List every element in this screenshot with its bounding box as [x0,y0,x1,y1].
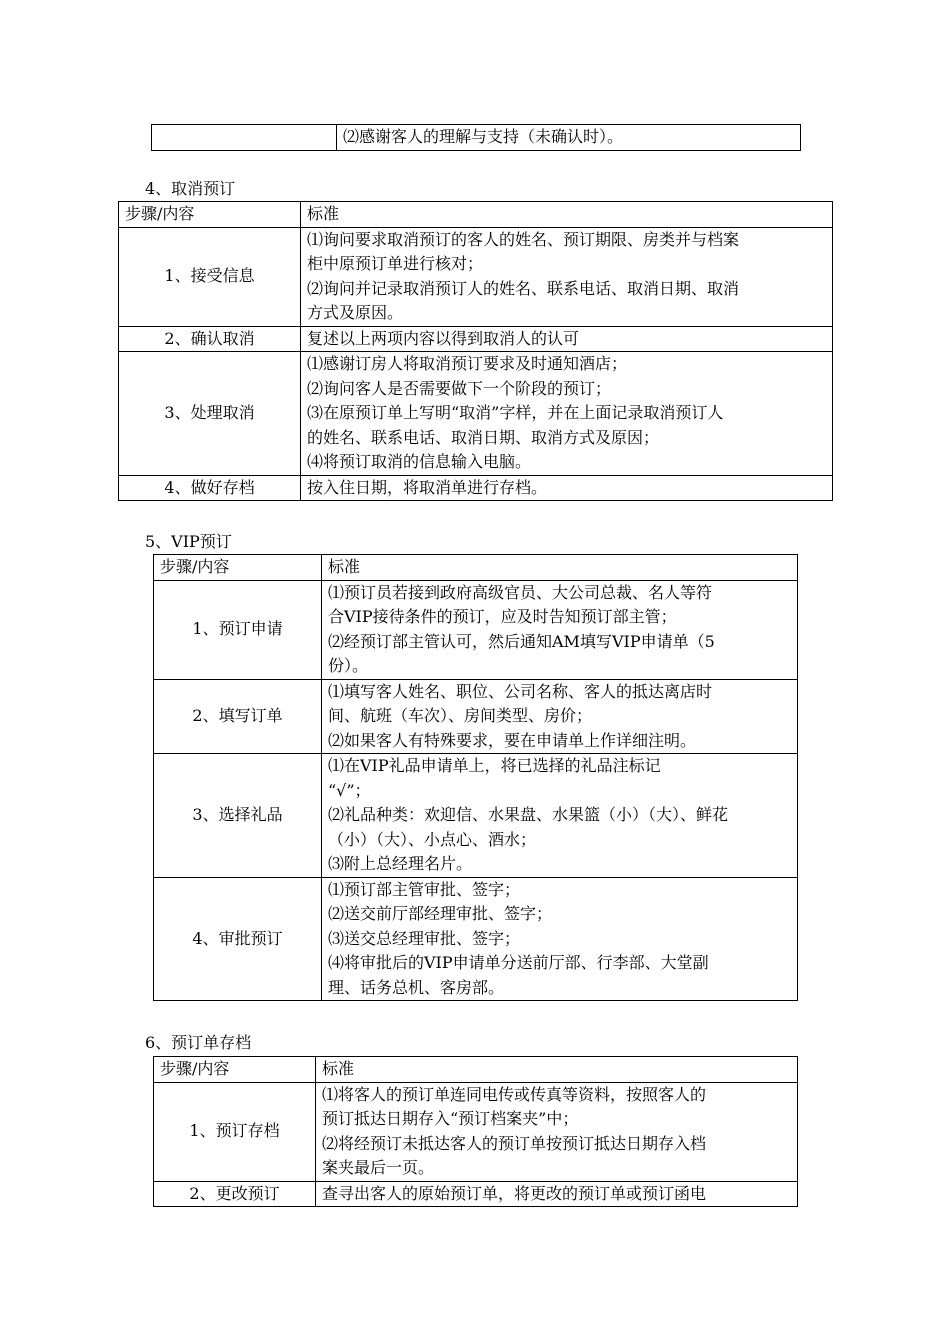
standard-line: 的姓名、联系电话、取消日期、取消方式及原因； [307,427,660,447]
standard-line: 预订抵达日期存入“预订档案夹”中； [322,1109,579,1128]
standard-line: ⑴预订员若接到政府高级官员、大公司总裁、名人等符 [328,582,713,602]
standard-line: ⑴预订部主管审批、签字； [328,879,521,899]
table-row [154,1082,798,1181]
standard-line: ⑶在原预订单上写明“取消”字样，并在上面记录取消预订人 [307,403,724,422]
standard-cell [322,754,798,878]
standard-cell [322,877,798,1001]
standard-line: ⑵礼品种类：欢迎信、水果盘、水果篮（小）（大）、鲜花 [328,805,729,824]
continuation-table [151,124,801,151]
header-standard: 标准 [322,555,798,581]
standard-line: 理、话务总机、客房部。 [328,977,505,997]
table-header-row [154,1057,798,1083]
standard-line: 间、航班（车次）、房间类型、房价； [328,706,593,725]
step-cell [119,352,301,476]
standard-line: ⑴在VIP礼品申请单上，将已选择的礼品注标记 [328,756,661,775]
standard-cell [301,352,833,476]
table-row [154,679,798,754]
table-row [119,326,833,352]
step-label: 2、填写订单 [192,706,283,725]
standard-line: 合VIP接待条件的预订，应及时告知预订部主管； [328,607,677,626]
step-label: 4、做好存档 [164,477,255,497]
standard-line: 柜中原预订单进行核对； [307,254,484,273]
standard-line: 按入住日期，将取消单进行存档。 [307,477,548,497]
step-label: 2、更改预订 [189,1183,280,1203]
standard-line: 方式及原因。 [307,303,404,322]
header-standard: 标准 [301,202,833,228]
step-cell [119,326,301,352]
step-cell [154,679,322,754]
standard-line: ⑴填写客人姓名、职位、公司名称、客人的抵达离店时 [328,681,713,701]
standard-line: ⑴将客人的预订单连同电传或传真等资料，按照客人的 [322,1084,707,1104]
step-label: 2、确认取消 [164,328,255,348]
table-row [119,227,833,326]
step-cell [154,1082,316,1181]
standard-cell [337,125,801,151]
standard-line: 查寻出客人的原始预订单，将更改的预订单或预订函电 [322,1183,707,1203]
table-row [154,754,798,878]
step-label: 3、选择礼品 [192,805,283,824]
table-row [119,352,833,476]
standard-line: ⑵询问并记录取消预订人的姓名、联系电话、取消日期、取消 [307,278,740,298]
step-label: 4、审批预订 [192,928,283,948]
standard-line: 份）。 [328,656,369,675]
table-header-row [119,202,833,228]
step-cell [119,227,301,326]
step-cell [152,125,337,151]
standard-cell [316,1082,798,1181]
section-heading-cancel: 4、取消预订 [145,179,236,198]
standard-cell [316,1181,798,1207]
step-label: 1、预订申请 [192,619,283,639]
step-cell [154,877,322,1001]
vip-booking-table [153,554,798,1001]
standard-line: ⑵送交前厅部经理审批、签字； [328,904,553,923]
standard-line: ⑶送交总经理审批、签字； [328,928,521,948]
standard-line: 复述以上两项内容以得到取消人的认可 [307,328,580,348]
table-row [154,580,798,679]
section-heading-archive: 6、预订单存档 [145,1033,252,1052]
header-step: 步骤/内容 [119,202,301,228]
standard-line: ⑷将预订取消的信息输入电脑。 [307,452,532,471]
standard-cell [301,326,833,352]
standard-line: ⑶附上总经理名片。 [328,854,473,873]
step-cell [154,580,322,679]
standard-line: （小）（大）、小点心、酒水； [328,829,537,849]
section-heading-vip: 5、VIP预订 [145,532,232,551]
table-row [154,877,798,1001]
standard-line: ⑵如果客人有特殊要求，要在申请单上作详细注明。 [328,730,697,750]
table-row [154,1181,798,1207]
standard-line: ⑴询问要求取消预订的客人的姓名、预订期限、房类并与档案 [307,229,740,249]
standard-cell [322,580,798,679]
step-label: 1、预订存档 [189,1121,280,1141]
standard-line: “√”； [328,780,371,800]
standard-cell [301,475,833,501]
standard-line: 案夹最后一页。 [322,1158,435,1177]
header-step: 步骤/内容 [154,555,322,581]
standard-line: ⑴感谢订房人将取消预订要求及时通知酒店； [307,354,628,373]
archive-booking-table [153,1056,798,1207]
step-cell [154,754,322,878]
table-header-row [154,555,798,581]
standard-line: ⑵询问客人是否需要做下一个阶段的预订； [307,378,612,398]
standard-line: ⑵经预订部主管认可，然后通知AM填写VIP申请单（5 [328,631,715,651]
standard-cell [322,679,798,754]
cancel-booking-table [118,201,833,501]
table-row [152,125,801,151]
step-label: 3、处理取消 [164,403,255,422]
table-row [119,475,833,501]
step-cell [154,1181,316,1207]
standard-line: ⑷将审批后的VIP申请单分送前厅部、行李部、大堂副 [328,953,709,972]
step-label: 1、接受信息 [164,266,255,286]
header-standard: 标准 [316,1057,798,1083]
standard-cell [301,227,833,326]
step-cell [119,475,301,501]
standard-line: ⑵感谢客人的理解与支持（未确认时）。 [343,127,624,146]
standard-line: ⑵将经预订未抵达客人的预订单按预订抵达日期存入档 [322,1133,707,1153]
header-step: 步骤/内容 [154,1057,316,1083]
